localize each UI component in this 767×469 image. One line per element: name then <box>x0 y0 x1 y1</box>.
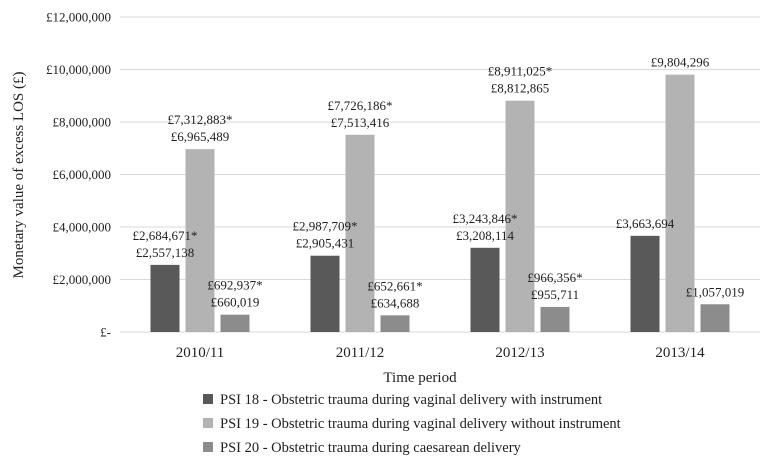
x-tick-label: 2011/12 <box>335 345 385 361</box>
y-tick-label: £- <box>100 324 111 340</box>
x-tick-label: 2010/11 <box>175 345 225 361</box>
data-label: £3,663,694 <box>615 215 675 231</box>
y-tick-label: £4,000,000 <box>52 219 111 235</box>
y-tick-label: £6,000,000 <box>52 167 111 182</box>
data-label: £6,965,489 <box>170 129 230 145</box>
x-tick-label: 2013/14 <box>655 345 705 361</box>
data-label: £652,661* <box>367 278 423 294</box>
legend-label: PSI 18 - Obstetric trauma during vaginal delivery with instrument <box>220 392 603 408</box>
bar <box>701 304 730 332</box>
data-label: £1,057,019 <box>685 284 745 300</box>
legend-label: PSI 20 - Obstetric trauma during caesarean delivery <box>220 440 521 456</box>
bars <box>151 75 730 332</box>
legend-label: PSI 19 - Obstetric trauma during vaginal delivery without instrument <box>220 416 621 432</box>
bar <box>221 315 250 332</box>
data-label: £692,937* <box>207 277 263 293</box>
bar <box>471 248 500 332</box>
data-label: £966,356* <box>527 269 583 285</box>
data-label: £7,312,883* <box>167 112 233 128</box>
y-tick-label: £10,000,000 <box>46 62 111 77</box>
y-tick-label: £2,000,000 <box>52 272 111 287</box>
bar <box>311 256 340 332</box>
data-label: £3,243,846* <box>452 210 518 226</box>
data-label: £634,688 <box>370 295 420 311</box>
x-tick-label: 2012/13 <box>495 345 545 361</box>
data-label: £2,905,431 <box>295 235 355 251</box>
y-tick-label: £8,000,000 <box>52 114 111 130</box>
bar <box>381 315 410 332</box>
legend <box>203 392 621 456</box>
legend-swatch <box>203 394 213 404</box>
bar <box>631 236 660 332</box>
data-label: £660,019 <box>210 294 260 310</box>
legend-swatch <box>203 418 213 428</box>
data-label: £8,812,865 <box>490 80 550 96</box>
data-label: £7,513,416 <box>330 114 390 130</box>
data-label: £955,711 <box>530 286 580 302</box>
x-axis-ticks <box>176 345 705 361</box>
legend-swatch <box>203 442 213 452</box>
data-label: £8,911,025* <box>487 63 553 79</box>
y-axis-title: Monetary value of excess LOS (£) <box>11 71 27 279</box>
data-label: £2,987,709* <box>292 218 358 234</box>
data-label: £2,557,138 <box>135 244 195 260</box>
y-axis-ticks <box>46 10 111 340</box>
x-axis-title: Time period <box>383 370 457 386</box>
bar <box>151 265 180 332</box>
data-label: £9,804,296 <box>650 54 710 70</box>
data-label: £7,726,186* <box>327 97 393 113</box>
y-tick-label: £12,000,000 <box>46 9 111 25</box>
bar <box>541 307 570 332</box>
data-label: £2,684,671* <box>132 227 198 243</box>
data-label: £3,208,114 <box>455 227 515 243</box>
